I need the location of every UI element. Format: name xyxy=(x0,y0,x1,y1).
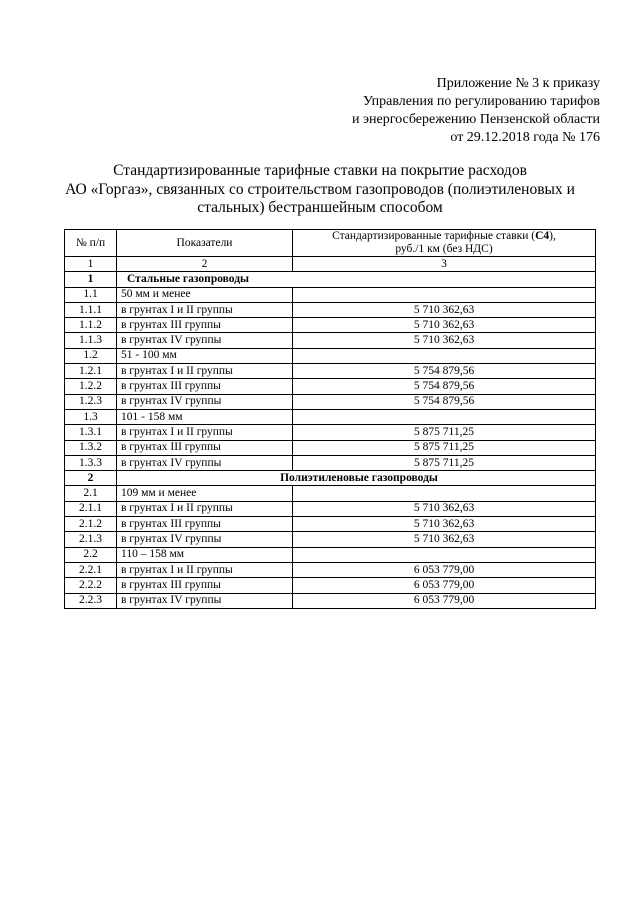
row-rate-value: 6 053 779,00 xyxy=(293,578,596,593)
header-num: № п/п xyxy=(65,230,117,257)
table-row xyxy=(65,455,596,470)
row-indicator: в грунтах III группы xyxy=(117,517,293,532)
rates-table xyxy=(64,229,596,609)
group-value-empty xyxy=(293,348,596,363)
row-rate-value: 5 754 879,56 xyxy=(293,394,596,409)
table-row xyxy=(65,532,596,547)
header-rate-text: Стандартизированные тарифные ставки ( xyxy=(332,230,536,242)
section-number: 1 xyxy=(65,272,117,287)
row-indicator: в грунтах I и II группы xyxy=(117,302,293,317)
table-row xyxy=(65,333,596,348)
row-indicator: в грунтах I и II группы xyxy=(117,364,293,379)
row-number: 2.1.1 xyxy=(65,501,117,516)
section-title: Стальные газопроводы xyxy=(117,272,596,287)
row-rate-value: 5 754 879,56 xyxy=(293,364,596,379)
group-number: 1.3 xyxy=(65,409,117,424)
table-row xyxy=(65,593,596,608)
table-row xyxy=(65,379,596,394)
column-index-row xyxy=(65,257,596,272)
row-indicator: в грунтах IV группы xyxy=(117,394,293,409)
appendix-line: от 29.12.2018 года № 176 xyxy=(450,130,600,145)
table-row xyxy=(65,302,596,317)
column-index: 1 xyxy=(65,257,117,272)
group-value-empty xyxy=(293,287,596,302)
row-rate-value: 5 875 711,25 xyxy=(293,425,596,440)
row-rate-value: 5 710 362,63 xyxy=(293,318,596,333)
row-rate-value: 6 053 779,00 xyxy=(293,593,596,608)
row-rate-value: 5 710 362,63 xyxy=(293,501,596,516)
document-title xyxy=(60,162,580,218)
row-rate-value: 5 875 711,25 xyxy=(293,455,596,470)
group-number: 2.1 xyxy=(65,486,117,501)
column-index: 3 xyxy=(293,257,596,272)
row-number: 2.1.3 xyxy=(65,532,117,547)
header-indicator: Показатели xyxy=(117,230,293,257)
row-number: 2.2.1 xyxy=(65,562,117,577)
row-number: 1.1.1 xyxy=(65,302,117,317)
section-number: 2 xyxy=(65,471,117,486)
group-name: 110 – 158 мм xyxy=(117,547,293,562)
group-number: 1.2 xyxy=(65,348,117,363)
row-number: 1.3.3 xyxy=(65,455,117,470)
group-name: 50 мм и менее xyxy=(117,287,293,302)
header-rate-code: С4 xyxy=(535,230,550,242)
section-title: Полиэтиленовые газопроводы xyxy=(117,471,596,486)
group-name: 109 мм и менее xyxy=(117,486,293,501)
row-number: 1.1.2 xyxy=(65,318,117,333)
group-row xyxy=(65,486,596,501)
appendix-line: Приложение № 3 к приказу xyxy=(436,76,600,91)
row-number: 1.3.1 xyxy=(65,425,117,440)
appendix-line: и энергосбережению Пензенской области xyxy=(352,112,600,127)
row-number: 1.3.2 xyxy=(65,440,117,455)
table-row xyxy=(65,578,596,593)
group-row xyxy=(65,409,596,424)
row-rate-value: 5 710 362,63 xyxy=(293,517,596,532)
section-row xyxy=(65,272,596,287)
row-number: 2.1.2 xyxy=(65,517,117,532)
table-row xyxy=(65,425,596,440)
row-number: 2.2.3 xyxy=(65,593,117,608)
row-rate-value: 5 710 362,63 xyxy=(293,333,596,348)
row-number: 1.2.2 xyxy=(65,379,117,394)
header-rate-suffix: ), xyxy=(549,230,556,242)
row-number: 2.2.2 xyxy=(65,578,117,593)
group-value-empty xyxy=(293,547,596,562)
group-name: 101 - 158 мм xyxy=(117,409,293,424)
header-rate xyxy=(293,230,596,257)
title-line: Стандартизированные тарифные ставки на покрытие расходов xyxy=(113,162,527,179)
table-row xyxy=(65,440,596,455)
row-number: 1.2.3 xyxy=(65,394,117,409)
row-indicator: в грунтах I и II группы xyxy=(117,501,293,516)
group-number: 2.2 xyxy=(65,547,117,562)
row-indicator: в грунтах I и II группы xyxy=(117,425,293,440)
group-name: 51 - 100 мм xyxy=(117,348,293,363)
table-row xyxy=(65,562,596,577)
column-index: 2 xyxy=(117,257,293,272)
group-row xyxy=(65,348,596,363)
table-header-row xyxy=(65,230,596,257)
row-indicator: в грунтах III группы xyxy=(117,440,293,455)
appendix-line: Управления по регулированию тарифов xyxy=(362,94,600,109)
row-rate-value: 5 710 362,63 xyxy=(293,302,596,317)
group-row xyxy=(65,287,596,302)
row-indicator: в грунтах I и II группы xyxy=(117,562,293,577)
table-row xyxy=(65,318,596,333)
row-number: 1.2.1 xyxy=(65,364,117,379)
row-indicator: в грунтах IV группы xyxy=(117,455,293,470)
row-rate-value: 5 875 711,25 xyxy=(293,440,596,455)
table-row xyxy=(65,501,596,516)
row-indicator: в грунтах IV группы xyxy=(117,593,293,608)
group-number: 1.1 xyxy=(65,287,117,302)
row-rate-value: 5 754 879,56 xyxy=(293,379,596,394)
row-rate-value: 6 053 779,00 xyxy=(293,562,596,577)
group-row xyxy=(65,547,596,562)
table-row xyxy=(65,364,596,379)
row-rate-value: 5 710 362,63 xyxy=(293,532,596,547)
row-indicator: в грунтах III группы xyxy=(117,379,293,394)
table-row xyxy=(65,517,596,532)
table-body xyxy=(65,257,596,609)
row-indicator: в грунтах III группы xyxy=(117,578,293,593)
row-indicator: в грунтах IV группы xyxy=(117,333,293,348)
header-rate-unit: руб./1 км (без НДС) xyxy=(395,243,493,255)
title-line: АО «Горгаз», связанных со строительством газопроводов (полиэтиленовых и xyxy=(65,180,575,198)
row-indicator: в грунтах IV группы xyxy=(117,532,293,547)
section-row xyxy=(65,471,596,486)
appendix-header xyxy=(352,75,600,147)
group-value-empty xyxy=(293,486,596,501)
row-indicator: в грунтах III группы xyxy=(117,318,293,333)
row-number: 1.1.3 xyxy=(65,333,117,348)
title-line: стальных) бестраншейным способом xyxy=(197,199,443,216)
table-row xyxy=(65,394,596,409)
group-value-empty xyxy=(293,409,596,424)
